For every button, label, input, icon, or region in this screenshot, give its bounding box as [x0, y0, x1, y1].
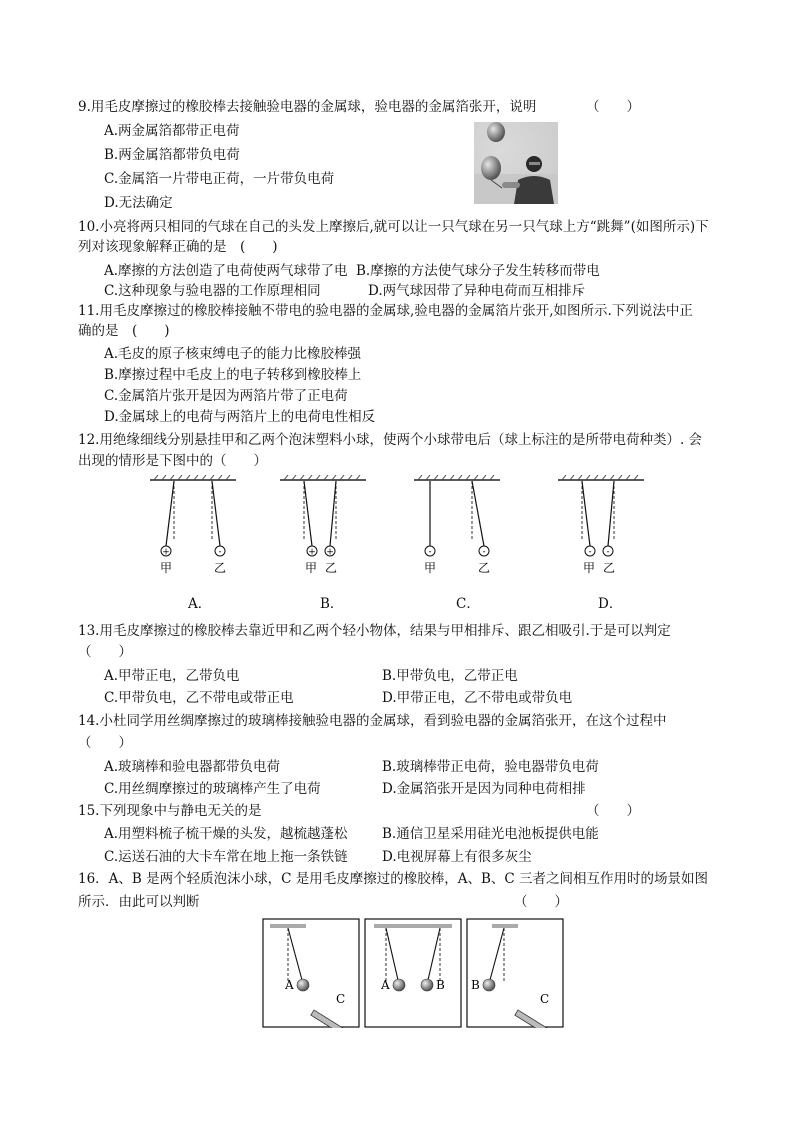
q15-option-c: C.运送石油的大卡车常在地上拖一条铁链 [104, 849, 348, 865]
q15-stem: 15.下列现象中与静电无关的是 [78, 803, 262, 819]
q12-stem-line2: 出现的情形是下图中的（ ） [78, 453, 267, 469]
ball-label-a: A [381, 978, 390, 992]
q14-option-c: C.用丝绸摩擦过的玻璃棒产生了电荷 [104, 781, 321, 797]
ball-label-b: B [471, 978, 480, 992]
q12-figure-a-label: A． [188, 596, 212, 612]
rod-label-c: C [540, 992, 550, 1006]
ball-name: 甲 [582, 561, 596, 575]
ball-name: 甲 [423, 561, 437, 575]
q11-option-a: A.毛皮的原子核束缚电子的能力比橡胶棒强 [104, 346, 362, 362]
q10-option-d: D.两气球因带了异种电荷而互相排斥 [368, 283, 586, 299]
q12-figure-a [148, 474, 240, 584]
q16-stem-line2: 所示．由此可以判断 [78, 894, 200, 910]
q16-figures [262, 918, 562, 1030]
q9-option-b: B.两金属箔都带负电荷 [104, 147, 240, 163]
q16-stem-line1: 16．A、B 是两个轻质泡沫小球，C 是用毛皮摩擦过的橡胶棒，A、B、C 三者之间相互作用时的场景如图 [78, 871, 709, 887]
ball-name: 乙 [213, 561, 227, 575]
charge-sign: - [218, 547, 222, 558]
q14-answer-bracket: （ ） [78, 735, 132, 751]
ball-label-b: B [436, 978, 445, 992]
q11-stem-line1: 11.用毛皮摩擦过的橡胶棒接触不带电的验电器的金属球,验电器的金属箔片张开,如图所示.下列说法中正 [78, 303, 693, 319]
q12-stem-line1: 12.用绝缘细线分别悬挂甲和乙两个泡沫塑料小球，使两个小球带电后（球上标注的是所带电荷种类）. 会 [78, 432, 703, 448]
charge-sign: - [428, 547, 432, 558]
q13-answer-bracket: （ ） [78, 644, 132, 660]
q15-option-d: D.电视屏幕上有很多灰尘 [382, 849, 532, 865]
q12-figure-d-label: D． [598, 596, 623, 612]
q11-stem-line2: 确的是 ( ) [78, 323, 170, 339]
q15-option-a: A.用塑料梳子梳干燥的头发，越梳越蓬松 [104, 826, 348, 842]
charge-sign: - [482, 547, 486, 558]
q10-stem-line2: 列对该现象解释正确的是 ( ) [78, 239, 278, 255]
q11-option-b: B.摩擦过程中毛皮上的电子转移到橡胶棒上 [104, 367, 362, 383]
q13-option-a: A.甲带正电，乙带负电 [104, 668, 240, 684]
q10-stem-line1: 10.小亮将两只相同的气球在自己的头发上摩擦后,就可以让一只气球在另一只气球上方“跳舞”(如图所示)下 [78, 219, 709, 235]
q9-stem: 9.用毛皮摩擦过的橡胶棒去接触验电器的金属球，验电器的金属箔张开，说明 [78, 99, 537, 115]
ball-label-a: A [285, 978, 294, 992]
charge-sign: + [162, 547, 170, 558]
q14-option-a: A.玻璃棒和验电器都带负电荷 [104, 759, 281, 775]
q11-option-d: D.金属球上的电荷与两箔片上的电荷电性相反 [104, 409, 376, 425]
q16-panel-1 [262, 918, 360, 1028]
q10-option-c: C.这种现象与验电器的工作原理相同 [104, 283, 321, 299]
q15-answer-bracket: （ ） [586, 803, 640, 819]
q14-stem: 14.小杜同学用丝绸摩擦过的玻璃棒接触验电器的金属球，看到验电器的金属箔张开，在这个过程中 [78, 713, 667, 729]
q13-option-c: C.甲带负电，乙不带电或带正电 [104, 690, 294, 706]
q16-answer-bracket: （ ） [514, 894, 568, 910]
q9-option-a: A.两金属箔都带正电荷 [104, 123, 240, 139]
ball-name: 甲 [304, 561, 318, 575]
charge-sign: + [308, 547, 316, 558]
q12-figure-c-label: C． [456, 596, 480, 612]
q13-stem: 13.用毛皮摩擦过的橡胶棒去靠近甲和乙两个轻小物体，结果与甲相排斥、跟乙相吸引.于是可以判定 [78, 623, 671, 639]
q9-answer-bracket: （ ） [586, 99, 640, 115]
charge-sign: - [588, 547, 592, 558]
charge-sign: + [326, 547, 334, 558]
charge-sign: - [606, 547, 610, 558]
balloon-photo [474, 122, 558, 204]
ball-name: 乙 [602, 561, 616, 575]
q9-option-d: D.无法确定 [104, 195, 173, 211]
q12-figure-d [556, 474, 648, 584]
q12-figure-b-label: B． [320, 596, 344, 612]
q15-option-b: B.通信卫星采用硅光电池板提供电能 [382, 826, 599, 842]
ball-name: 乙 [324, 561, 338, 575]
ball-name: 甲 [159, 561, 173, 575]
ball-name: 乙 [477, 561, 491, 575]
q14-option-b: B.玻璃棒带正电荷，验电器带负电荷 [382, 759, 599, 775]
q10-option-a: A.摩擦的方法创造了电荷使两气球带了电 [104, 263, 348, 279]
q16-panel-2 [364, 918, 462, 1028]
q10-option-b: B.摩擦的方法使气球分子发生转移而带电 [356, 263, 600, 279]
q9-option-c: C.金属箔一片带电正荷，一片带负电荷 [104, 171, 335, 187]
q12-figures [140, 474, 680, 614]
q12-figure-c [412, 474, 504, 584]
q13-option-b: B.甲带负电，乙带正电 [382, 668, 518, 684]
q11-option-c: C.金属箔片张开是因为两箔片带了正电荷 [104, 388, 348, 404]
q13-option-d: D.甲带正电，乙不带电或带负电 [382, 690, 573, 706]
q16-panel-3 [466, 918, 564, 1028]
rod-label-c: C [336, 992, 346, 1006]
q14-option-d: D.金属箔张开是因为同种电荷相排 [382, 781, 586, 797]
q12-figure-b [278, 474, 370, 584]
